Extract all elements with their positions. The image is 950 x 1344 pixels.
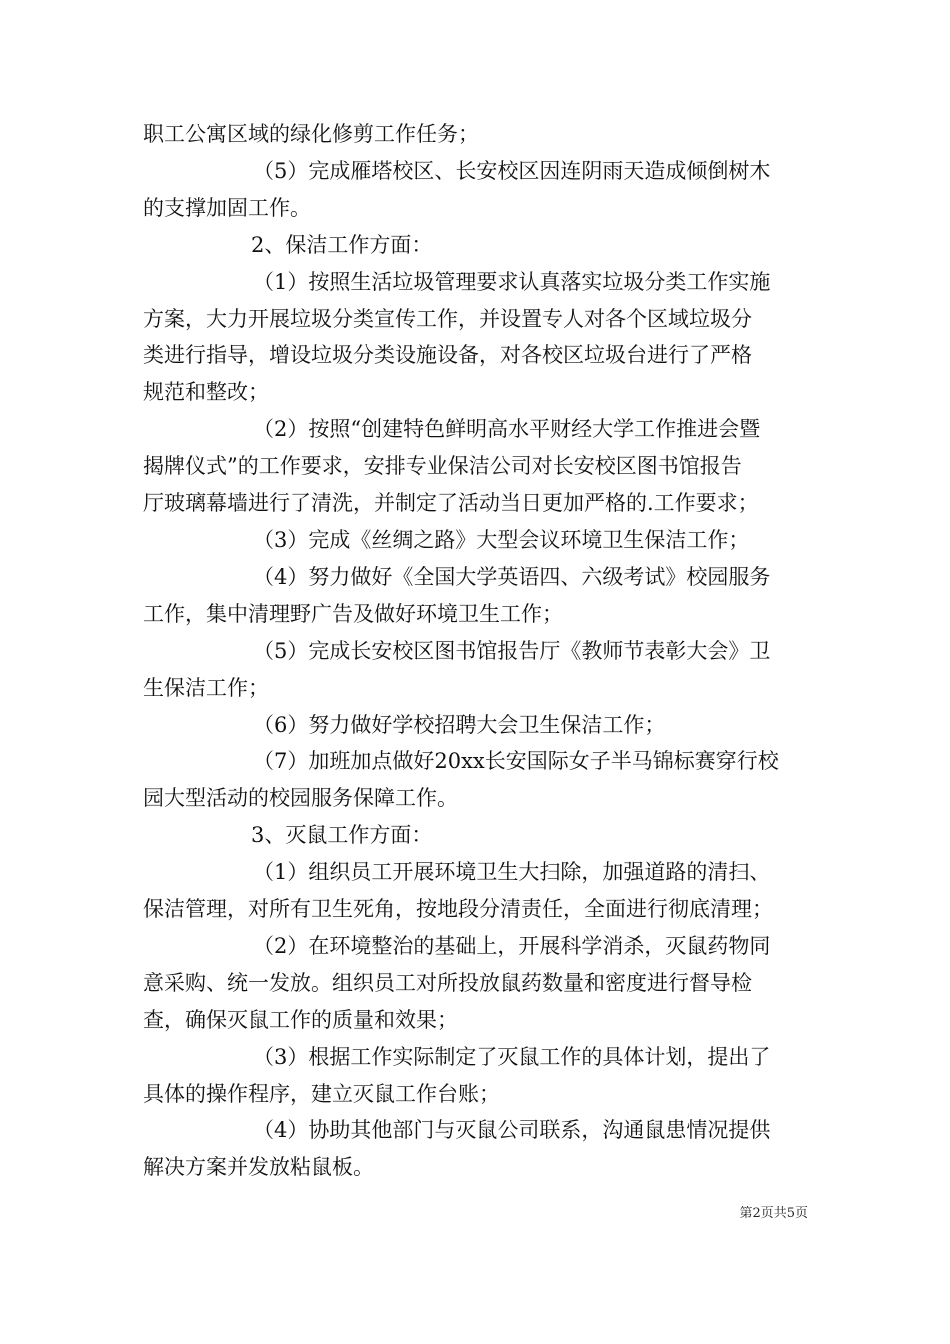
text-line: （3）根据工作实际制定了灭鼠工作的具体计划，提出了 xyxy=(253,1044,771,1069)
text-line: 职工公寓区域的绿化修剪工作任务； xyxy=(143,122,479,146)
text-line: （1）组织员工开展环境卫生大扫除，加强道路的清扫、 xyxy=(253,860,771,885)
page-number: 第2页共5页 xyxy=(739,1206,808,1221)
text-line: （4）协助其他部门与灭鼠公司联系，沟通鼠患情况提供 xyxy=(253,1118,771,1143)
text-line: 工作，集中清理野广告及做好环境卫生工作； xyxy=(143,601,563,626)
section-heading: 2、保洁工作方面： xyxy=(251,232,433,257)
text-line: 方案，大力开展垃圾分类宣传工作，并设置专人对各个区域垃圾分 xyxy=(143,306,752,331)
text-line: 厅玻璃幕墙进行了清洗，并制定了活动当日更加严格的.工作要求； xyxy=(143,491,759,516)
text-line: （5）完成长安校区图书馆报告厅《教师节表彰大会》卫 xyxy=(253,638,771,663)
body-text xyxy=(143,116,809,1186)
text-line: 类进行指导，增设垃圾分类设施设备，对各校区垃圾台进行了严格 xyxy=(143,343,752,368)
text-line: （7）加班加点做好20xx长安国际女子半马锦标赛穿行校 xyxy=(253,749,779,774)
section-heading: 3、灭鼠工作方面： xyxy=(251,823,433,848)
text-line: （5）完成雁塔校区、长安校区因连阴雨天造成倾倒树木 xyxy=(253,158,771,183)
text-line: 具体的操作程序，建立灭鼠工作台账； xyxy=(143,1081,500,1106)
text-line: （6）努力做好学校招聘大会卫生保洁工作； xyxy=(253,712,666,737)
text-line: 意采购、统一发放。组织员工对所投放鼠药数量和密度进行督导检 xyxy=(143,970,752,995)
text-line: 保洁管理，对所有卫生死角，按地段分清责任，全面进行彻底清理； xyxy=(143,897,773,922)
text-line: （3）完成《丝绸之路》大型会议环境卫生保洁工作； xyxy=(253,527,750,552)
text-line: 园大型活动的校园服务保障工作。 xyxy=(143,786,458,811)
text-line: 的支撑加固工作。 xyxy=(143,195,311,220)
text-line: （2）在环境整治的基础上，开展科学消杀，灭鼠药物同 xyxy=(253,933,771,958)
text-line: 规范和整改； xyxy=(143,380,269,405)
text-line: 揭牌仪式”的工作要求，安排专业保洁公司对长安校区图书馆报告 xyxy=(143,454,742,479)
text-line: 解决方案并发放粘鼠板。 xyxy=(143,1155,374,1180)
text-line: （4）努力做好《全国大学英语四、六级考试》校园服务 xyxy=(253,564,771,589)
text-line: （1）按照生活垃圾管理要求认真落实垃圾分类工作实施 xyxy=(253,269,771,294)
text-line: 查，确保灭鼠工作的质量和效果； xyxy=(143,1007,458,1032)
text-line: （2）按照“创建特色鲜明高水平财经大学工作推进会暨 xyxy=(253,417,761,442)
text-line: 生保洁工作； xyxy=(143,675,269,700)
